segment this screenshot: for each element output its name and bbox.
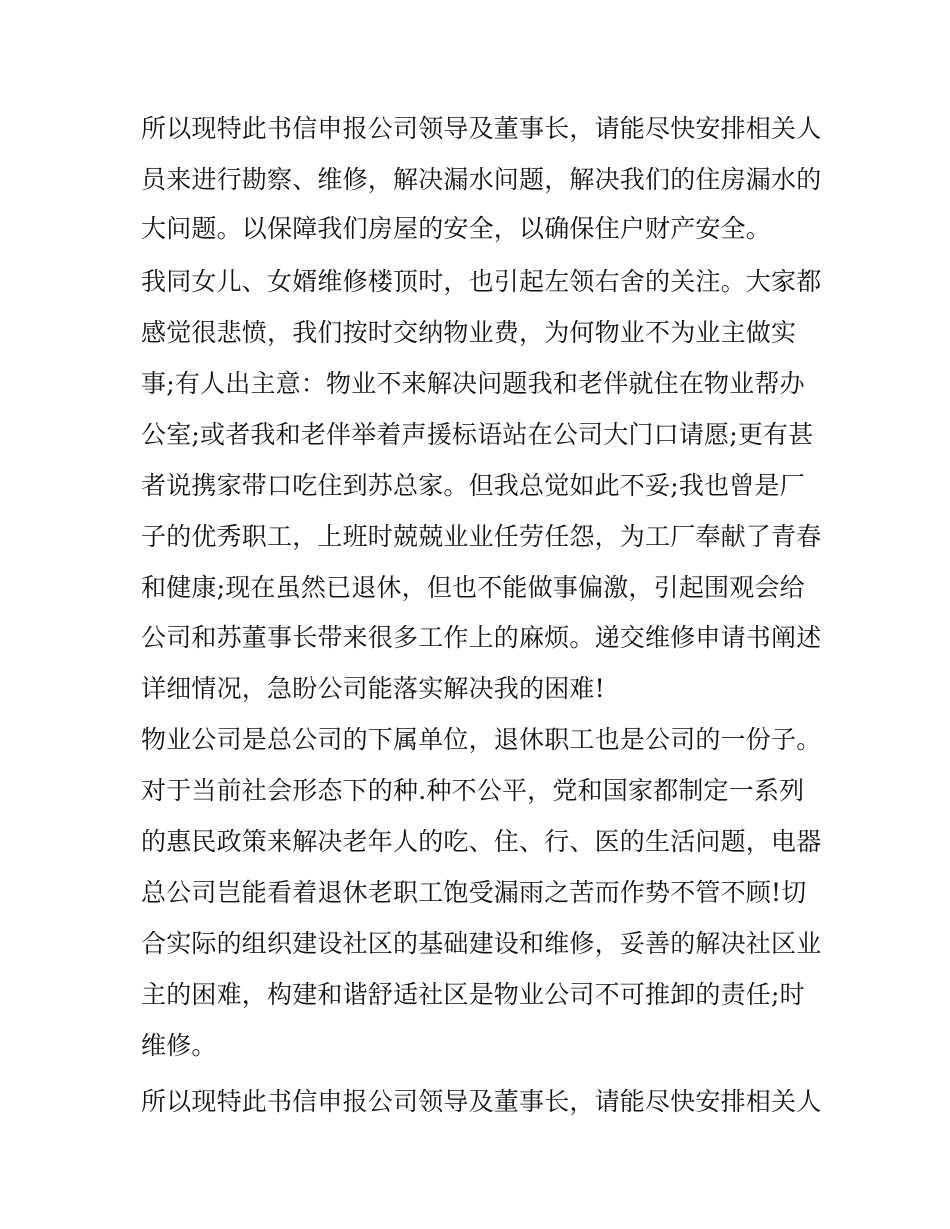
text-line: 的惠民政策来解决老年人的吃、住、行、医的生活问题，电器 xyxy=(141,827,822,856)
text-line: 对于当前社会形态下的种.种不公平，党和国家都制定一系列 xyxy=(141,776,805,805)
text-line: 和健康;现在虽然已退休，但也不能做事偏激，引起围观会给 xyxy=(141,573,805,602)
text-line: 事;有人出主意：物业不来解决问题我和老伴就住在物业帮办 xyxy=(141,369,805,398)
text-line: 者说携家带口吃住到苏总家。但我总觉如此不妥;我也曾是厂 xyxy=(141,471,805,500)
text-line: 维修。 xyxy=(141,1031,217,1060)
text-line: 主的困难，构建和谐舒适社区是物业公司不可推卸的责任;时 xyxy=(141,980,805,1009)
text-line: 所以现特此书信申报公司领导及董事长，请能尽快安排相关人 xyxy=(141,114,822,143)
text-line: 我同女儿、女婿维修楼顶时，也引起左领右舍的关注。大家都 xyxy=(141,267,822,296)
text-line: 所以现特此书信申报公司领导及董事长，请能尽快安排相关人 xyxy=(141,1087,822,1116)
text-line: 员来进行勘察、维修，解决漏水问题，解决我们的住房漏水的 xyxy=(141,165,822,194)
text-line: 详细情况，急盼公司能落实解决我的困难! xyxy=(141,674,605,703)
text-line: 公室;或者我和老伴举着声援标语站在公司大门口请愿;更有甚 xyxy=(141,420,814,449)
text-line: 合实际的组织建设社区的基础建设和维修，妥善的解决社区业 xyxy=(141,929,822,958)
text-line: 子的优秀职工，上班时兢兢业业任劳任怨，为工厂奉献了青春 xyxy=(141,522,822,551)
text-line: 物业公司是总公司的下属单位，退休职工也是公司的一份子。 xyxy=(141,725,822,754)
text-line: 公司和苏董事长带来很多工作上的麻烦。递交维修申请书阐述 xyxy=(141,623,822,652)
text-line: 总公司岂能看着退休老职工饱受漏雨之苦而作势不管不顾!切 xyxy=(141,878,807,907)
text-line: 感觉很悲愤，我们按时交纳物业费，为何物业不为业主做实 xyxy=(141,318,797,347)
text-line: 大问题。以保障我们房屋的安全，以确保住户财产安全。 xyxy=(141,214,772,243)
